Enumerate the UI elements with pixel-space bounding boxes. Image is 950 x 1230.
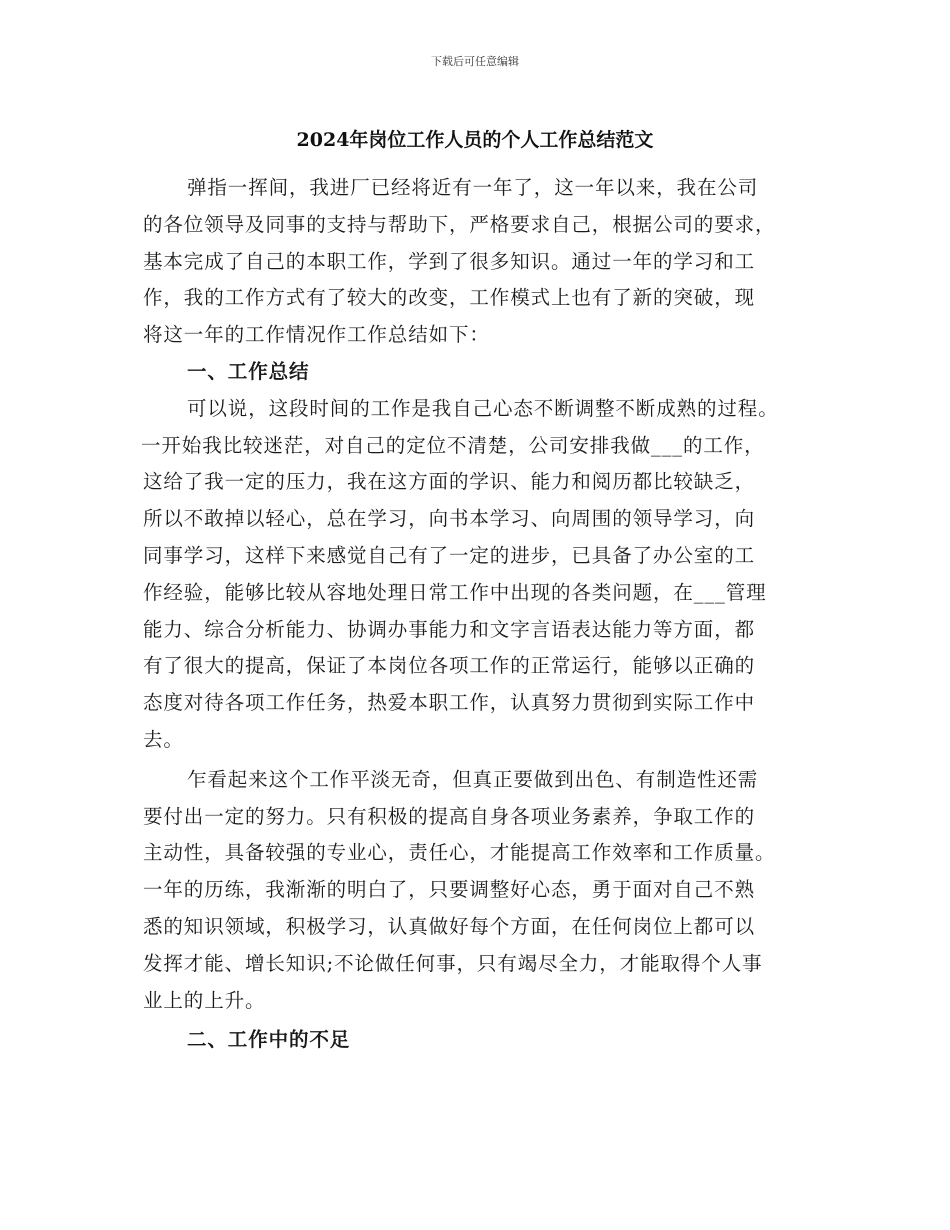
text-line: 有了很大的提高，保证了本岗位各项工作的正常运行，能够以正确的	[143, 654, 756, 678]
text-line: 的各位领导及同事的支持与帮助下，严格要求自己，根据公司的要求，	[143, 212, 776, 236]
text-line: 态度对待各项工作任务，热爱本职工作，认真努力贯彻到实际工作中	[143, 691, 756, 715]
section-heading-2	[143, 1022, 815, 1059]
text-line: 一开始我比较迷茫，对自己的定位不清楚，公司安排我做___的工作，	[141, 433, 765, 457]
document-title: 2024年岗位工作人员的个人工作总结范文	[296, 129, 654, 151]
text-line: 业上的上升。	[143, 988, 266, 1012]
text-line: 这给了我一定的压力，我在这方面的学识、能力和阅历都比较缺乏，	[143, 470, 756, 494]
section1-paragraph-2	[143, 762, 815, 1020]
document-body	[143, 170, 815, 1059]
text-line: 基本完成了自己的本职工作，学到了很多知识。通过一年的学习和工	[143, 249, 756, 273]
text-line: 所以不敢掉以轻心，总在学习，向书本学习、向周围的领导学习，向	[143, 507, 756, 531]
text-line: 一年的历练，我渐渐的明白了，只要调整好心态，勇于面对自己不熟	[143, 878, 756, 902]
text-line: 可以说，这段时间的工作是我自己心态不断调整不断成熟的过程。	[187, 396, 779, 420]
text-line: 乍看起来这个工作平淡无奇，但真正要做到出色、有制造性还需	[187, 767, 759, 791]
text-line: 将这一年的工作情况作工作总结如下：	[143, 323, 490, 347]
text-line: 作经验，能够比较从容地处理日常工作中出现的各类问题，在___管理	[143, 580, 767, 604]
text-line: 发挥才能、增长知识;不论做任何事，只有竭尽全力，才能取得个人事	[143, 951, 763, 975]
text-line: 同事学习，这样下来感觉自己有了一定的进步，已具备了办公室的工	[143, 543, 756, 567]
text-line: 能力、综合分析能力、协调办事能力和文字言语表达能力等方面，都	[143, 617, 756, 641]
text-line: 作，我的工作方式有了较大的改变，工作模式上也有了新的突破，现	[143, 286, 756, 310]
intro-paragraph	[143, 170, 815, 354]
section-heading-1	[143, 354, 815, 391]
text-line: 要付出一定的努力。只有积极的提高自身各项业务素养，争取工作的	[143, 804, 756, 828]
section-heading-1-text: 一、工作总结	[187, 359, 310, 383]
header-note: 下载后可任意编辑	[431, 55, 519, 68]
section1-paragraph-1	[143, 391, 815, 759]
section-heading-2-text: 二、工作中的不足	[187, 1028, 351, 1052]
text-line: 主动性，具备较强的专业心，责任心，才能提高工作效率和工作质量。	[143, 841, 776, 865]
text-line: 去。	[143, 727, 184, 751]
text-line: 悉的知识领域，积极学习，认真做好每个方面，在任何岗位上都可以	[143, 914, 756, 938]
text-line: 弹指一挥间，我进厂已经将近有一年了，这一年以来，我在公司	[187, 176, 759, 199]
